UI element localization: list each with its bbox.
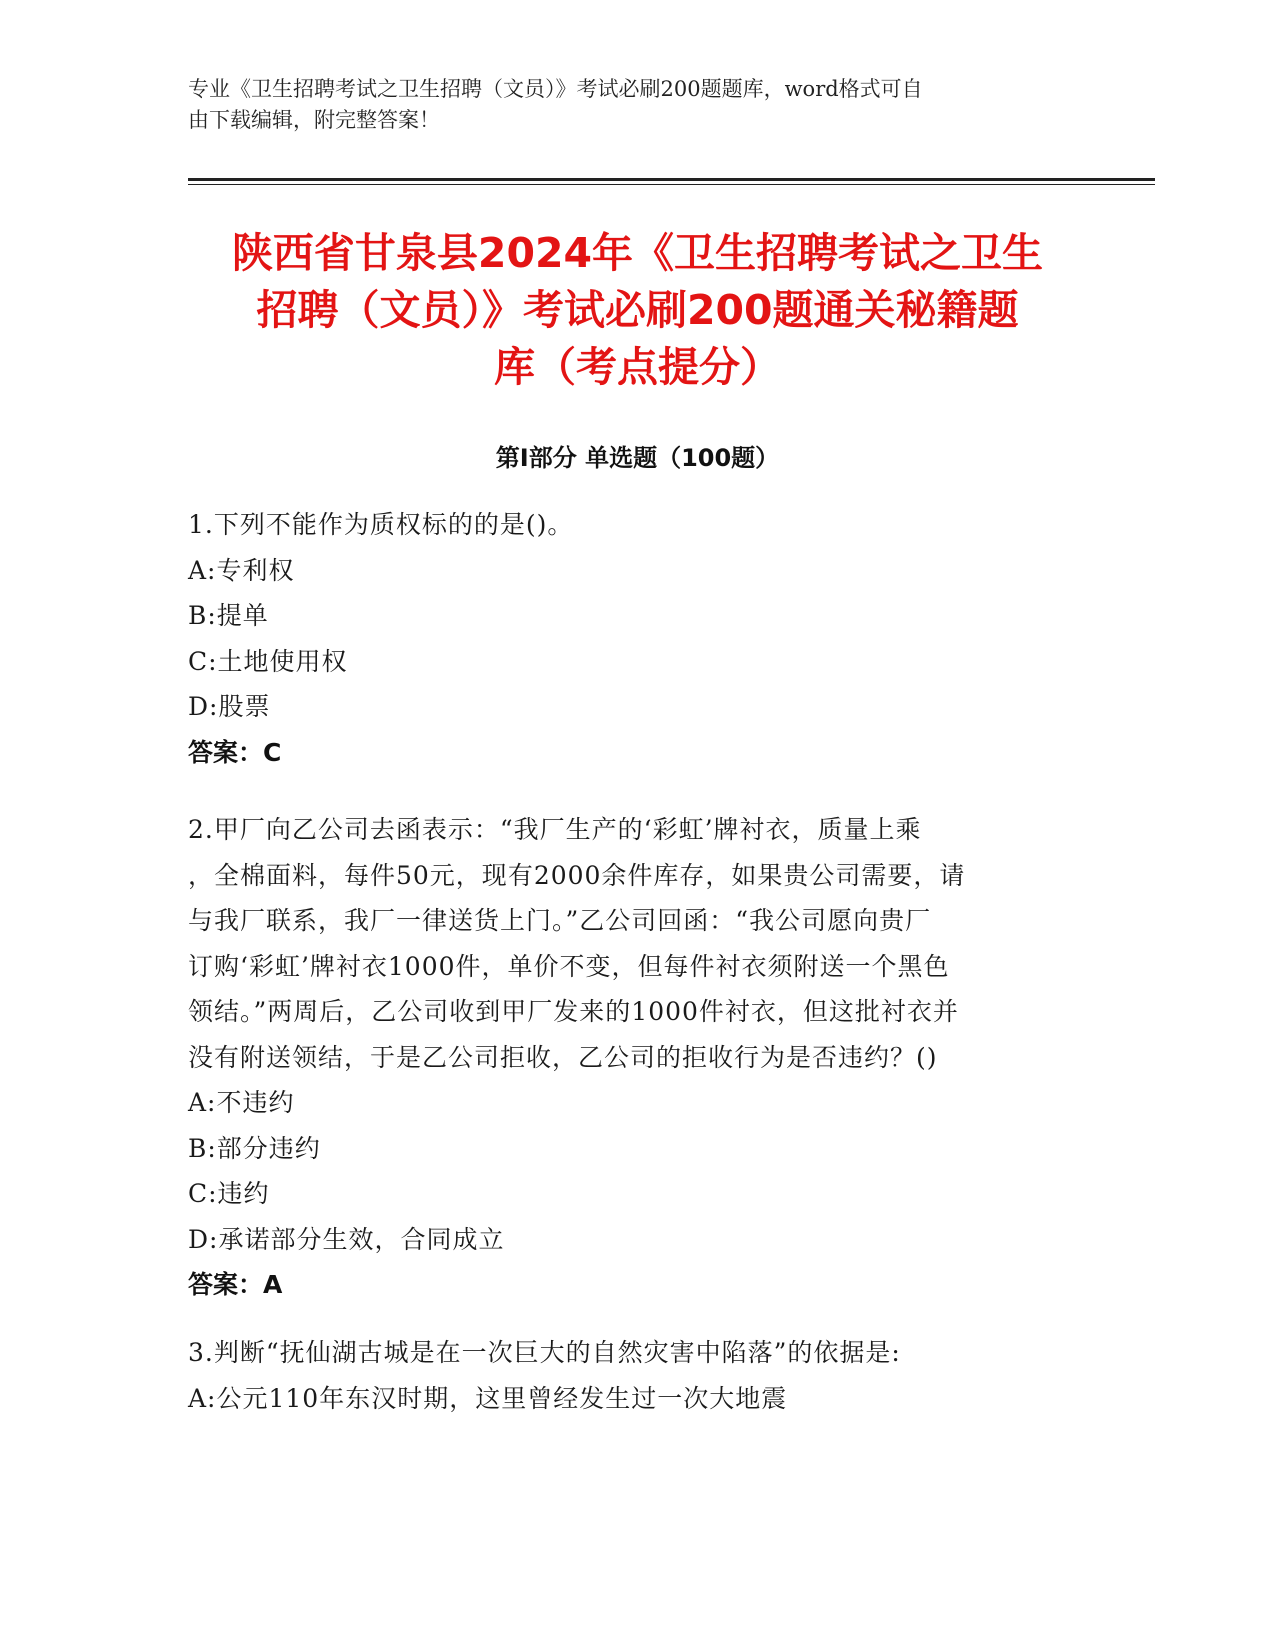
title-line: 陕西省甘泉县2024年《卫生招聘考试之卫生 [231, 229, 1044, 277]
option-b: B:部分违约 [188, 1133, 321, 1163]
question-stem: 1.下列不能作为质权标的的是()。 [188, 510, 574, 539]
question-stem: 2.甲厂向乙公司去函表示：“我厂生产的‘彩虹’牌衬衣，质量上乘 [188, 815, 922, 844]
option-c: C:土地使用权 [188, 646, 348, 676]
question-stem: 订购‘彩虹’牌衬衣1000件，单价不变，但每件衬衣须附送一个黑色 [188, 951, 950, 981]
question-3 [188, 1330, 1088, 1421]
option-c: C:违约 [188, 1179, 270, 1208]
header-note [188, 74, 1068, 136]
question-stem: 领结。”两周后，乙公司收到甲厂发来的1000件衬衣，但这批衬衣并 [188, 997, 959, 1026]
header-note-line: 由下载编辑，附完整答案！ [188, 108, 440, 132]
title-line: 招聘（文员）》考试必刷200题通关秘籍题 [256, 286, 1019, 334]
option-d: D:承诺部分生效，合同成立 [188, 1224, 505, 1254]
section-title: 第Ⅰ部分 单选题（100题） [495, 444, 780, 472]
document-title [170, 225, 1105, 396]
header-divider-thin [188, 184, 1155, 185]
title-line: 库（考点提分） [494, 343, 781, 391]
option-d: D:股票 [188, 692, 271, 721]
answer: 答案：C [188, 737, 282, 767]
question-stem: 与我厂联系，我厂一律送货上门。”乙公司回函：“我公司愿向贵厂 [188, 906, 932, 935]
question-stem: 没有附送领结，于是乙公司拒收，乙公司的拒收行为是否违约？() [188, 1042, 938, 1072]
question-2 [188, 807, 1088, 1308]
option-a: A:不违约 [188, 1088, 295, 1117]
header-note-line: 专业《卫生招聘考试之卫生招聘（文员）》考试必刷200题题库，word格式可自 [188, 77, 923, 101]
option-b: B:提单 [188, 601, 269, 630]
question-stem: ，全棉面料，每件50元，现有2000余件库存，如果贵公司需要，请 [188, 860, 966, 890]
question-stem: 3.判断“抚仙湖古城是在一次巨大的自然灾害中陷落”的依据是: [188, 1338, 901, 1367]
header-divider [188, 178, 1155, 181]
answer: 答案：A [188, 1270, 283, 1299]
question-1 [188, 502, 1088, 775]
option-a: A:专利权 [188, 555, 295, 585]
option-a: A:公元110年东汉时期，这里曾经发生过一次大地震 [188, 1383, 788, 1413]
